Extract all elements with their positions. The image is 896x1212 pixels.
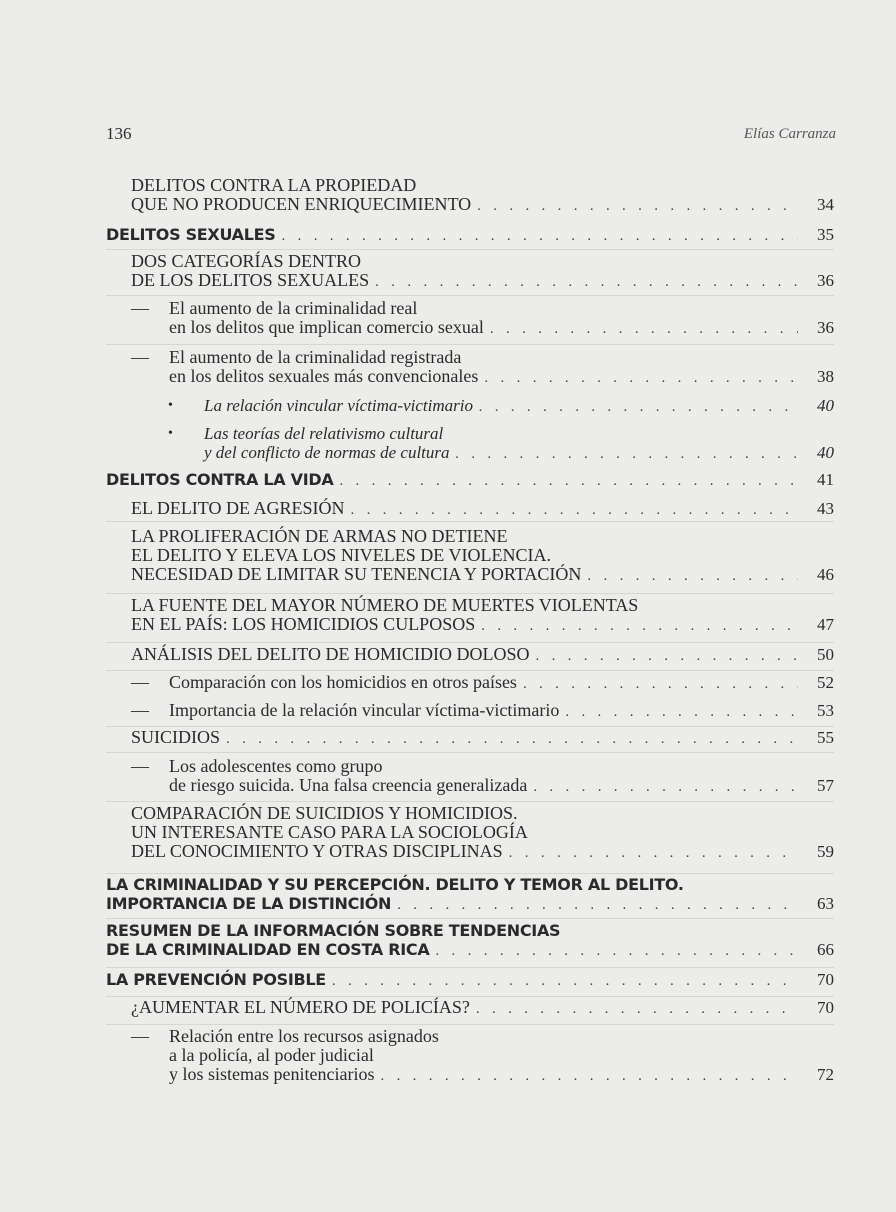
toc-entry-title-line: LA CRIMINALIDAD Y SU PERCEPCIÓN. DELITO Y TEMOR AL DELITO. — [106, 875, 684, 894]
toc-entry-body — [168, 396, 834, 417]
dot-leader — [481, 617, 798, 636]
toc-page-number: 34 — [817, 195, 834, 214]
toc-page-number: 46 — [817, 565, 834, 584]
toc-entry-title-line: DELITOS CONTRA LA VIDA — [106, 470, 334, 489]
toc-entry-title-line: en los delitos que implican comercio sexual — [169, 317, 484, 337]
page-number: 136 — [106, 124, 132, 143]
dot-leader — [339, 472, 798, 491]
dot-leader — [490, 320, 798, 339]
toc-entry-title-line: RESUMEN DE LA INFORMACIÓN SOBRE TENDENCIAS — [106, 921, 561, 940]
toc-entry-title-line: EN EL PAÍS: LOS HOMICIDIOS CULPOSOS — [131, 614, 476, 634]
toc-entry-title-line: a la policía, al poder judicial — [169, 1045, 374, 1065]
dot-leader — [456, 445, 798, 464]
toc-page-number: 63 — [817, 894, 834, 913]
toc-entry-title-line: El aumento de la criminalidad real — [169, 298, 418, 318]
toc-entry-body — [131, 804, 834, 863]
toc-entry[interactable] — [131, 757, 834, 797]
toc-entry-title-line: y del conflicto de normas de cultura — [204, 443, 450, 462]
dash-marker: — — [131, 347, 149, 367]
toc-page-number: 70 — [817, 970, 834, 989]
dot-leader — [484, 369, 798, 388]
toc-page-number: 70 — [817, 998, 834, 1017]
dot-leader — [380, 1067, 798, 1086]
entry-separator — [106, 521, 834, 522]
toc-entry[interactable] — [168, 396, 834, 417]
toc-entry-body — [106, 921, 834, 961]
dot-leader — [533, 778, 798, 797]
entry-separator — [106, 642, 834, 643]
toc-entry-title-line: DEL CONOCIMIENTO Y OTRAS DISCIPLINAS — [131, 841, 503, 861]
toc-entry-title-line: LA PROLIFERACIÓN DE ARMAS NO DETIENE — [131, 526, 508, 546]
toc-page-number: 40 — [817, 443, 834, 462]
dash-marker: — — [131, 298, 149, 318]
toc-entry-body — [106, 970, 834, 991]
toc-entry-title-line: LA PREVENCIÓN POSIBLE — [106, 970, 326, 989]
toc-entry[interactable] — [131, 804, 834, 863]
entry-separator — [106, 873, 834, 874]
toc-entry[interactable] — [131, 701, 834, 722]
toc-entry-body — [131, 728, 834, 749]
toc-entry-title-line: LA FUENTE DEL MAYOR NÚMERO DE MUERTES VIOLENTAS — [131, 595, 639, 615]
toc-page-number: 66 — [817, 940, 834, 959]
toc-entry-title-line: Comparación con los homicidios en otros países — [169, 672, 517, 692]
dot-leader — [226, 730, 798, 749]
entry-separator — [106, 918, 834, 919]
toc-page-number: 40 — [817, 396, 834, 415]
toc-entry-body — [131, 596, 834, 636]
entry-separator — [106, 593, 834, 594]
toc-entry-title-line: Los adolescentes como grupo — [169, 756, 383, 776]
toc-entry-title-line: DOS CATEGORÍAS DENTRO — [131, 251, 362, 271]
toc-entry-title-line: El aumento de la criminalidad registrada — [169, 347, 462, 367]
dot-leader — [523, 675, 798, 694]
toc-page-number: 41 — [817, 470, 834, 489]
toc-entry-title-line: DE LOS DELITOS SEXUALES — [131, 270, 370, 290]
toc-entry[interactable] — [131, 1027, 834, 1086]
entry-separator — [106, 752, 834, 753]
page-header — [106, 124, 836, 148]
dot-leader — [282, 227, 799, 246]
dot-leader — [587, 567, 798, 586]
bullet-marker: • — [168, 398, 173, 413]
toc-entry-body — [131, 527, 834, 586]
entry-separator — [106, 967, 834, 968]
toc-entry[interactable] — [131, 299, 834, 339]
toc-page-number: 57 — [817, 776, 834, 795]
toc-entry[interactable] — [106, 470, 834, 491]
toc-entry-body — [131, 1027, 834, 1086]
toc-entry[interactable] — [106, 225, 834, 246]
toc-entry-title-line: SUICIDIOS — [131, 727, 221, 747]
toc-page-number: 52 — [817, 673, 834, 692]
dot-leader — [397, 896, 798, 915]
toc-entry-title-line: EL DELITO Y ELEVA LOS NIVELES DE VIOLENCIA. — [131, 545, 551, 565]
toc-entry-body — [131, 757, 834, 797]
entry-separator — [106, 295, 834, 296]
toc-entry[interactable] — [131, 673, 834, 694]
dot-leader — [332, 972, 798, 991]
dash-marker: — — [131, 700, 149, 720]
toc-entry-body — [106, 875, 834, 915]
dot-leader — [476, 1000, 798, 1019]
entry-separator — [106, 996, 834, 997]
toc-entry-title-line: La relación vincular víctima-victimario — [204, 396, 473, 415]
toc-entry[interactable] — [131, 252, 834, 292]
toc-entry[interactable] — [131, 728, 834, 749]
toc-entry[interactable] — [106, 875, 834, 915]
toc-entry-body — [131, 645, 834, 666]
toc-page-number: 36 — [817, 318, 834, 337]
toc-page-number: 53 — [817, 701, 834, 720]
toc-entry-title-line: IMPORTANCIA DE LA DISTINCIÓN — [106, 894, 392, 913]
toc-entry[interactable] — [106, 921, 834, 961]
toc-page-number: 47 — [817, 615, 834, 634]
toc-entry[interactable] — [131, 596, 834, 636]
toc-page-number: 35 — [817, 225, 834, 244]
toc-entry-body — [131, 499, 834, 520]
dot-leader — [565, 703, 798, 722]
toc-entry[interactable] — [131, 176, 834, 216]
entry-separator — [106, 726, 834, 727]
toc-entry-title-line: y los sistemas penitenciarios — [169, 1064, 375, 1084]
bullet-marker: • — [168, 426, 173, 441]
dot-leader — [477, 197, 798, 216]
toc-entry-title-line: DELITOS SEXUALES — [106, 225, 276, 244]
toc-page-number: 36 — [817, 271, 834, 290]
toc-entry[interactable] — [131, 348, 834, 388]
toc-entry-title-line: ¿AUMENTAR EL NÚMERO DE POLICÍAS? — [131, 997, 470, 1017]
toc-entry-title-line: Las teorías del relativismo cultural — [204, 424, 444, 443]
toc-entry-title-line: NECESIDAD DE LIMITAR SU TENENCIA Y PORTACIÓN — [131, 564, 582, 584]
toc-entry-title-line: Relación entre los recursos asignados — [169, 1026, 439, 1046]
toc-entry-title-line: ANÁLISIS DEL DELITO DE HOMICIDIO DOLOSO — [131, 644, 530, 664]
entry-separator — [106, 670, 834, 671]
toc-entry-title-line: de riesgo suicida. Una falsa creencia generalizada — [169, 775, 528, 795]
toc-entry-title-line: DE LA CRIMINALIDAD EN COSTA RICA — [106, 940, 430, 959]
toc-entry-body — [131, 998, 834, 1019]
toc-page-number: 59 — [817, 842, 834, 861]
dot-leader — [509, 844, 798, 863]
dash-marker: — — [131, 672, 149, 692]
toc-entry[interactable] — [131, 998, 834, 1019]
dot-leader — [375, 273, 798, 292]
toc-page-number: 55 — [817, 728, 834, 747]
toc-page-number: 43 — [817, 499, 834, 518]
running-head-author: Elías Carranza — [743, 126, 836, 142]
dash-marker: — — [131, 756, 149, 776]
toc-entry-body — [131, 701, 834, 722]
dot-leader — [350, 501, 798, 520]
toc-entry[interactable] — [131, 527, 834, 586]
entry-separator — [106, 1024, 834, 1025]
toc-page-number: 38 — [817, 367, 834, 386]
toc-entry-body — [131, 673, 834, 694]
toc-entry-title-line: en los delitos sexuales más convencionales — [169, 366, 479, 386]
toc-entry-body — [168, 424, 834, 464]
toc-entry[interactable] — [131, 645, 834, 666]
toc-entry-title-line: DELITOS CONTRA LA PROPIEDAD — [131, 175, 417, 195]
dot-leader — [479, 398, 798, 417]
toc-entry-title-line: EL DELITO DE AGRESIÓN — [131, 498, 345, 518]
toc-entry-body — [106, 225, 834, 246]
toc-entry-body — [131, 299, 834, 339]
toc-entry-body — [131, 176, 834, 216]
toc-page-number: 72 — [817, 1065, 834, 1084]
toc-entry[interactable] — [131, 499, 834, 520]
entry-separator — [106, 801, 834, 802]
toc-entry-title-line: QUE NO PRODUCEN ENRIQUECIMIENTO — [131, 194, 472, 214]
toc-entry[interactable] — [106, 970, 834, 991]
toc-entry-body — [106, 470, 834, 491]
dash-marker: — — [131, 1026, 149, 1046]
toc-entry-title-line: COMPARACIÓN DE SUICIDIOS Y HOMICIDIOS. — [131, 803, 518, 823]
entry-separator — [106, 344, 834, 345]
toc-page-number: 50 — [817, 645, 834, 664]
toc-entry-title-line: Importancia de la relación vincular víctima-victimario — [169, 700, 560, 720]
toc-entry[interactable] — [168, 424, 834, 464]
dot-leader — [535, 647, 798, 666]
toc-entry-body — [131, 252, 834, 292]
toc-entry-title-line: UN INTERESANTE CASO PARA LA SOCIOLOGÍA — [131, 822, 528, 842]
entry-separator — [106, 249, 834, 250]
toc-entry-body — [131, 348, 834, 388]
dot-leader — [435, 942, 798, 961]
